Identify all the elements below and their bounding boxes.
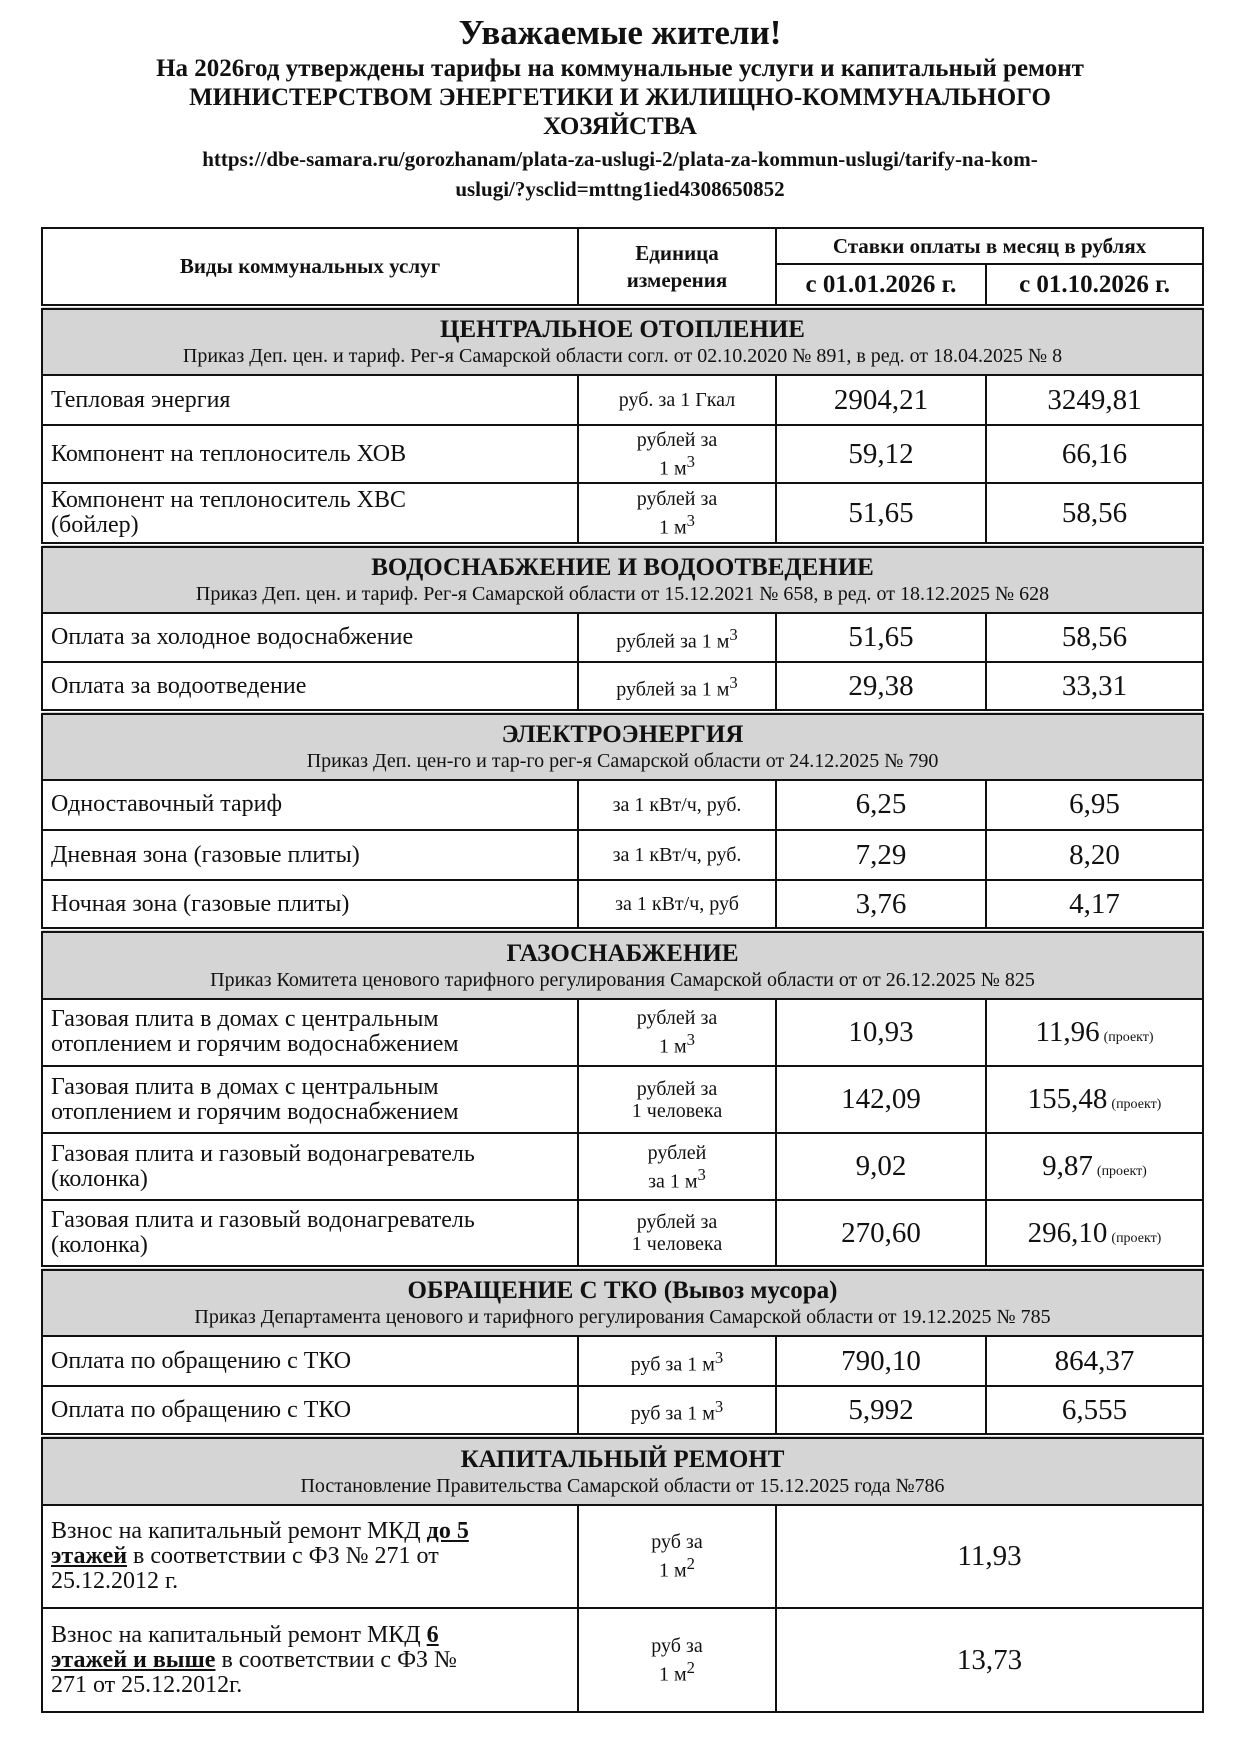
unit-cell xyxy=(578,1505,776,1609)
unit-text: руб за 1 м xyxy=(630,1402,715,1425)
rate-oct xyxy=(986,1200,1203,1267)
superscript: 3 xyxy=(729,672,738,692)
unit-text: за 1 м xyxy=(648,1170,698,1193)
table-row xyxy=(42,1386,1203,1436)
table-row xyxy=(42,1505,1203,1609)
service-line-2: отоплением и горячим водоснабжением xyxy=(51,1098,459,1125)
table-row xyxy=(42,483,1203,545)
unit-text: рублей за 1 м xyxy=(616,630,730,653)
rate-jan: 51,65 xyxy=(776,613,986,662)
superscript: 3 xyxy=(729,624,738,644)
table-row xyxy=(42,662,1203,711)
table-row xyxy=(42,1336,1203,1386)
service-name: Тепловая энергия xyxy=(42,375,578,425)
service-line-1 xyxy=(51,1519,569,1544)
notice-line-1: На 2026год утверждены тарифы на коммунальные услуги и капитальный ремонт xyxy=(156,55,1084,82)
unit-line-2 xyxy=(587,1553,767,1582)
unit-line-1: рублей xyxy=(647,1141,707,1164)
service-line-3: 25.12.2012 г. xyxy=(51,1567,179,1594)
section-gas xyxy=(42,930,1203,998)
rate-oct: 58,56 xyxy=(986,483,1203,545)
superscript: 3 xyxy=(714,1347,724,1367)
rate-jan: 9,02 xyxy=(776,1133,986,1200)
notice-title: Уважаемые жители! xyxy=(458,13,782,52)
table-row xyxy=(42,780,1203,830)
unit-cell xyxy=(578,999,776,1066)
table-row xyxy=(42,425,1203,483)
rate-jan: 29,38 xyxy=(776,662,986,711)
service-line-1: Компонент на теплоноситель ХВС xyxy=(51,487,407,514)
floors-emphasis: этажей и выше xyxy=(51,1646,216,1673)
rate-oct: 6,555 xyxy=(986,1386,1203,1436)
section-title: ГАЗОСНАБЖЕНИЕ xyxy=(506,939,739,967)
rate-oct xyxy=(986,999,1203,1066)
header-unit-line-2: измерения xyxy=(626,267,728,292)
service-name xyxy=(42,999,578,1066)
section-order: Приказ Комитета ценового тарифного регулирования Самарской области от от 26.12.2025 № 825 xyxy=(210,968,1035,991)
unit-line-1: руб за xyxy=(651,1634,703,1657)
header-date-1: с 01.01.2026 г. xyxy=(776,264,986,307)
section-capital-repair xyxy=(42,1436,1203,1504)
unit-text: руб за 1 м xyxy=(630,1353,715,1376)
rate-jan: 7,29 xyxy=(776,830,986,880)
superscript: 3 xyxy=(686,510,695,530)
table-row xyxy=(42,375,1203,425)
table-row xyxy=(42,999,1203,1066)
floors-emphasis: этажей xyxy=(51,1542,128,1569)
service-line-3: 271 от 25.12.2012г. xyxy=(51,1671,243,1698)
header-rates: Ставки оплаты в месяц в рублях xyxy=(776,228,1203,264)
section-order: Приказ Департамента ценового и тарифного регулирования Самарской области от 19.12.2025 № 785 xyxy=(194,1305,1051,1328)
notice-line-3: ХОЗЯЙСТВА xyxy=(543,113,697,140)
rate-jan: 2904,21 xyxy=(776,375,986,425)
service-line-2: отоплением и горячим водоснабжением xyxy=(51,1031,459,1058)
rate-jan: 3,76 xyxy=(776,880,986,930)
service-line-1: Газовая плита в домах с центральным xyxy=(51,1006,439,1033)
tariff-table xyxy=(41,227,1204,1713)
service-name: Оплата по обращению с ТКО xyxy=(42,1386,578,1436)
service-name: Компонент на теплоноситель ХОВ xyxy=(42,425,578,483)
unit-line-1: рублей за xyxy=(636,487,718,510)
rate-oct: 3249,81 xyxy=(986,375,1203,425)
section-title: ОБРАЩЕНИЕ С ТКО (Вывоз мусора) xyxy=(407,1276,838,1304)
rate-jan: 51,65 xyxy=(776,483,986,545)
rate-oct: 33,31 xyxy=(986,662,1203,711)
rate-oct: 4,17 xyxy=(986,880,1203,930)
unit-line-1: рублей за xyxy=(636,1007,718,1030)
superscript: 3 xyxy=(714,1396,724,1416)
service-text: в соответствии с ФЗ № 271 от xyxy=(127,1542,439,1569)
section-order: Приказ Деп. цен. и тариф. Рег-я Самарской области согл. от 02.10.2020 № 891, в ред. от 18.04.2025 № 8 xyxy=(182,345,1063,368)
unit-text: 1 м xyxy=(659,1663,687,1686)
source-url-line-1: https://dbe-samara.ru/gorozhanam/plata-za-uslugi-2/plata-za-kommun-uslugi/tarify-na-kom- xyxy=(202,147,1038,171)
rate-value: 296,10 xyxy=(1027,1216,1108,1249)
service-name xyxy=(42,483,578,545)
unit-cell xyxy=(578,1066,776,1133)
section-title: КАПИТАЛЬНЫЙ РЕМОНТ xyxy=(460,1445,785,1473)
rate-oct: 6,95 xyxy=(986,780,1203,830)
unit-line-2 xyxy=(587,1657,767,1686)
notice-line-2: МИНИСТЕРСТВОМ ЭНЕРГЕТИКИ И ЖИЛИЩНО-КОММУНАЛЬНОГО xyxy=(189,84,1051,111)
unit-line-2 xyxy=(587,1164,767,1193)
superscript: 2 xyxy=(686,1657,695,1677)
unit-text: рублей за 1 м xyxy=(616,678,730,701)
unit-cell xyxy=(578,425,776,483)
section-waste xyxy=(42,1268,1203,1336)
unit-cell xyxy=(578,1200,776,1267)
service-name: Оплата за водоотведение xyxy=(42,662,578,711)
unit-text: 1 м xyxy=(659,516,687,539)
header-unit-line-1: Единица xyxy=(635,240,719,265)
rate-jan: 59,12 xyxy=(776,425,986,483)
service-text: Взнос на капитальный ремонт МКД xyxy=(51,1621,427,1648)
unit-cell xyxy=(578,1386,776,1436)
rate-oct xyxy=(986,1133,1203,1200)
rate-jan: 5,992 xyxy=(776,1386,986,1436)
unit-cell: за 1 кВт/ч, руб xyxy=(578,880,776,930)
unit-line-2 xyxy=(587,1029,767,1058)
section-title: ЦЕНТРАЛЬНОЕ ОТОПЛЕНИЕ xyxy=(440,316,805,344)
unit-text: 1 м xyxy=(659,1559,687,1582)
table-row xyxy=(42,1066,1203,1133)
unit-cell xyxy=(578,1608,776,1712)
unit-line-1: рублей за xyxy=(636,1077,718,1100)
section-title: ВОДОСНАБЖЕНИЕ И ВОДООТВЕДЕНИЕ xyxy=(371,554,874,582)
draft-note: (проект) xyxy=(1103,1029,1154,1045)
service-line-1 xyxy=(51,1623,569,1648)
section-order: Приказ Деп. цен-го и тар-го рег-я Самарской области от 24.12.2025 № 790 xyxy=(306,749,939,772)
superscript: 2 xyxy=(686,1554,695,1574)
service-name xyxy=(42,1608,578,1712)
superscript: 3 xyxy=(697,1164,706,1184)
unit-line-2 xyxy=(587,510,767,539)
rate-jan: 270,60 xyxy=(776,1200,986,1267)
section-electricity xyxy=(42,712,1203,780)
service-name: Оплата по обращению с ТКО xyxy=(42,1336,578,1386)
service-line-2: (бойлер) xyxy=(51,512,139,539)
service-name xyxy=(42,1505,578,1609)
rate-value: 11,96 xyxy=(1035,1015,1100,1048)
service-name: Дневная зона (газовые плиты) xyxy=(42,830,578,880)
section-order: Приказ Деп. цен. и тариф. Рег-я Самарской области от 15.12.2021 № 658, в ред. от 18.12.2025 № 628 xyxy=(195,583,1050,606)
unit-text: 1 м xyxy=(659,457,687,480)
section-water xyxy=(42,545,1203,613)
unit-cell xyxy=(578,1336,776,1386)
service-name xyxy=(42,1066,578,1133)
draft-note: (проект) xyxy=(1111,1230,1162,1246)
service-name: Ночная зона (газовые плиты) xyxy=(42,880,578,930)
service-text: Взнос на капитальный ремонт МКД xyxy=(51,1517,427,1544)
unit-cell: за 1 кВт/ч, руб. xyxy=(578,830,776,880)
unit-text: 1 м xyxy=(659,1035,687,1058)
notice-header xyxy=(60,12,1180,204)
unit-line-1: рублей за xyxy=(636,1211,718,1234)
unit-line-2 xyxy=(587,451,767,480)
service-line-1: Газовая плита и газовый водонагреватель xyxy=(51,1207,475,1234)
rate-annual: 11,93 xyxy=(776,1505,1203,1609)
rate-jan: 6,25 xyxy=(776,780,986,830)
superscript: 3 xyxy=(686,451,695,471)
header-date-2: с 01.10.2026 г. xyxy=(986,264,1203,307)
unit-cell xyxy=(578,662,776,711)
table-row xyxy=(42,830,1203,880)
service-line-1: Газовая плита в домах с центральным xyxy=(51,1073,439,1100)
table-row xyxy=(42,1200,1203,1267)
header-services: Виды коммунальных услуг xyxy=(42,228,578,307)
rate-jan: 142,09 xyxy=(776,1066,986,1133)
unit-line-2: 1 человека xyxy=(631,1099,723,1122)
section-order: Постановление Правительства Самарской области от 15.12.2025 года №786 xyxy=(300,1474,945,1497)
service-name: Одноставочный тариф xyxy=(42,780,578,830)
section-title: ЭЛЕКТРОЭНЕРГИЯ xyxy=(501,720,744,748)
superscript: 3 xyxy=(686,1030,695,1050)
table-row xyxy=(42,1608,1203,1712)
service-name: Оплата за холодное водоснабжение xyxy=(42,613,578,662)
rate-annual: 13,73 xyxy=(776,1608,1203,1712)
table-row xyxy=(42,1133,1203,1200)
service-line-2 xyxy=(51,1648,569,1673)
rate-oct: 66,16 xyxy=(986,425,1203,483)
source-url-line-2: uslugi/?ysclid=mttng1ied4308650852 xyxy=(455,177,785,201)
unit-line-2: 1 человека xyxy=(631,1233,723,1256)
rate-jan: 790,10 xyxy=(776,1336,986,1386)
header-unit xyxy=(578,228,776,307)
floors-emphasis: 6 xyxy=(426,1621,439,1648)
unit-line-1: руб за xyxy=(651,1531,703,1554)
service-line-2: (колонка) xyxy=(51,1232,148,1259)
source-url xyxy=(60,144,1180,204)
service-line-2: (колонка) xyxy=(51,1165,148,1192)
rate-oct: 8,20 xyxy=(986,830,1203,880)
unit-cell: за 1 кВт/ч, руб. xyxy=(578,780,776,830)
rate-oct: 58,56 xyxy=(986,613,1203,662)
service-name xyxy=(42,1200,578,1267)
service-name xyxy=(42,1133,578,1200)
rate-oct xyxy=(986,1066,1203,1133)
draft-note: (проект) xyxy=(1111,1097,1162,1113)
table-row xyxy=(42,613,1203,662)
unit-cell: руб. за 1 Гкал xyxy=(578,375,776,425)
unit-cell xyxy=(578,613,776,662)
rate-oct: 864,37 xyxy=(986,1336,1203,1386)
unit-cell xyxy=(578,1133,776,1200)
floors-emphasis: до 5 xyxy=(426,1517,469,1544)
service-line-1: Газовая плита и газовый водонагреватель xyxy=(51,1140,475,1167)
section-heating xyxy=(42,307,1203,375)
rate-value: 9,87 xyxy=(1042,1150,1093,1183)
draft-note: (проект) xyxy=(1096,1164,1147,1180)
service-text: в соответствии с ФЗ № xyxy=(215,1646,457,1673)
rate-jan: 10,93 xyxy=(776,999,986,1066)
rate-value: 155,48 xyxy=(1027,1083,1108,1116)
table-row xyxy=(42,880,1203,930)
unit-line-1: рублей за xyxy=(636,428,718,451)
service-line-2 xyxy=(51,1544,569,1569)
unit-cell xyxy=(578,483,776,545)
